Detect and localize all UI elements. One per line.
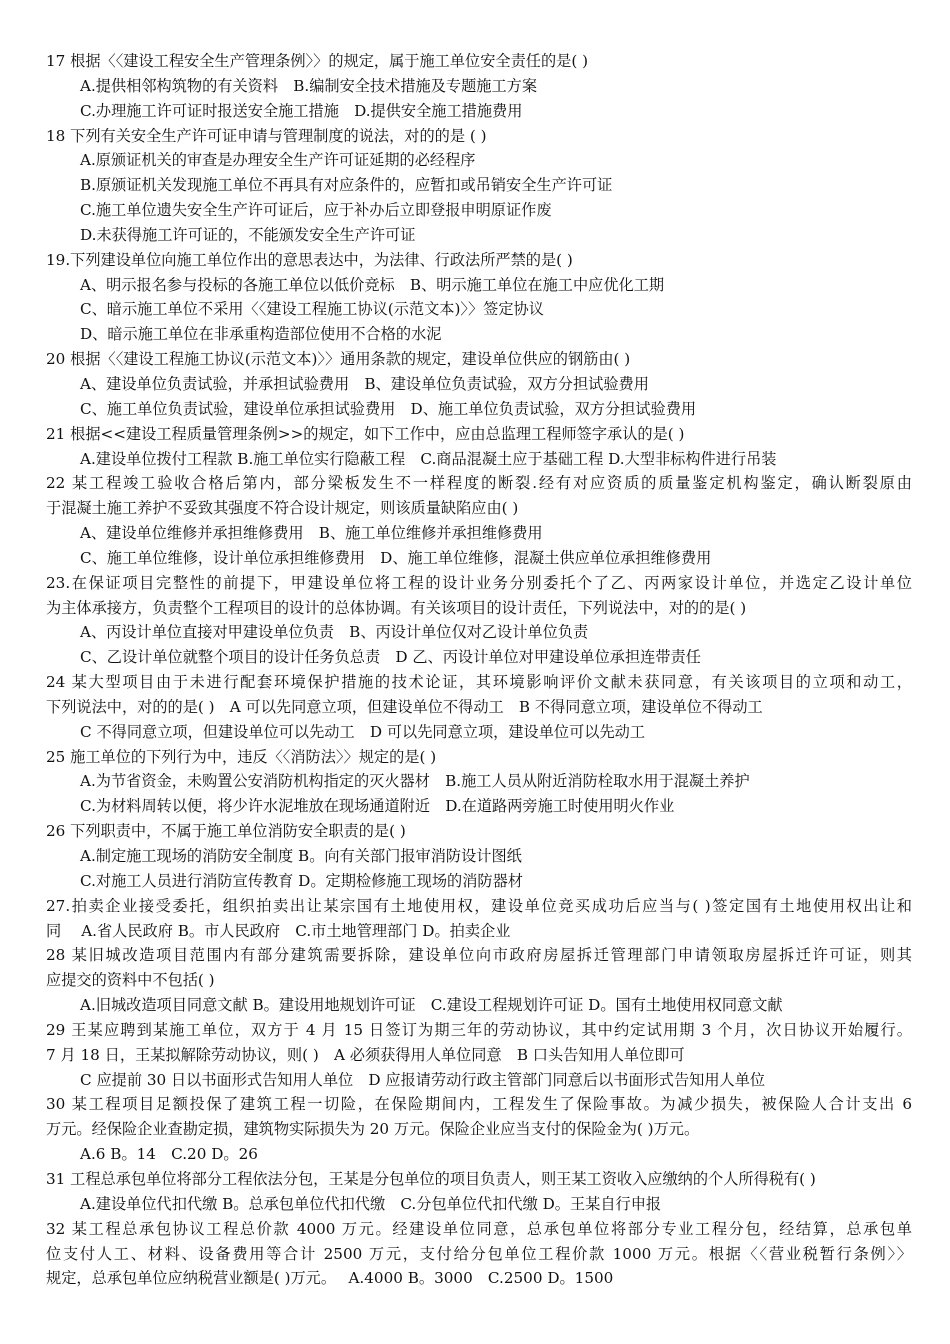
question-text-line: 21 根据<<建设工程质量管理条例>>的规定，如下工作中，应由总监理工程师签字承认的是( ) — [46, 424, 685, 443]
answer-option-line: A.原颁证机关的审查是办理安全生产许可证延期的必经程序 — [80, 151, 476, 170]
answer-option-line: C.办理施工许可证时报送安全施工措施 D.提供安全施工措施费用 — [80, 101, 523, 120]
question-text-line: 24 某大型项目由于未进行配套环境保护措施的技术论证，其环境影响评价文献未获同意，有关该项目的立项和动工， — [46, 673, 912, 692]
answer-option-line: A、建设单位维修并承担维修费用 B、施工单位维修并承担维修费用 — [80, 524, 543, 543]
answer-option-line: A.提供相邻构筑物的有关资料 B.编制安全技术措施及专题施工方案 — [80, 76, 538, 95]
question-text-line: 为主体承接方，负责整个工程项目的设计的总体协调。有关该项目的设计责任，下列说法中，对的的是( ) — [46, 598, 747, 617]
question-text-line: 7 月 18 日，王某拟解除劳动协议，则( ) A 必须获得用人单位同意 B 口头告知用人单位即可 — [46, 1045, 685, 1064]
question-text-line: 29 王某应聘到某施工单位，双方于 4 月 15 日签订为期三年的劳动协议，其中约定试用期 3 个月，次日协议开始履行。 — [46, 1020, 912, 1039]
answer-option-line: C 应提前 30 日以书面形式告知用人单位 D 应报请劳动行政主管部门同意后以书面形式告知用人单位 — [80, 1070, 766, 1089]
question-text-line: 23.在保证项目完整性的前提下，甲建设单位将工程的设计业务分别委托个了乙、丙两家设计单位，并选定乙设计单位 — [46, 573, 912, 592]
question-text-line: 万元。经保险企业查勘定损，建筑物实际损失为 20 万元。保险企业应当支付的保险金为( )万元。 — [46, 1120, 700, 1139]
answer-option-line: A、丙设计单位直接对甲建设单位负责 B、丙设计单位仅对乙设计单位负责 — [80, 623, 589, 642]
question-text-line: 同 A.省人民政府 B。市人民政府 C.市土地管理部门 D。拍卖企业 — [46, 921, 511, 940]
answer-option-line: A.制定施工现场的消防安全制度 B。向有关部门报审消防设计图纸 — [80, 847, 522, 865]
question-text-line: 17 根据〈〈建设工程安全生产管理条例〉〉的规定，属于施工单位安全责任的是( ) — [46, 52, 589, 70]
answer-option-line: C.施工单位遗失安全生产许可证后，应于补办后立即登报申明原证作废 — [80, 201, 552, 220]
answer-option-line: C、乙设计单位就整个项目的设计任务负总责 D 乙、丙设计单位对甲建设单位承担连带责任 — [80, 648, 701, 667]
question-text-line: 25 施工单位的下列行为中，违反〈〈消防法〉〉规定的是( ) — [46, 747, 437, 766]
question-text-line: 30 某工程项目足额投保了建筑工程一切险，在保险期间内，工程发生了保险事故。为减少损失，被保险人合计支出 6 — [46, 1095, 912, 1114]
answer-option-line: C 不得同意立项，但建设单位可以先动工 D 可以先同意立项，建设单位可以先动工 — [80, 722, 646, 741]
document-page — [46, 49, 912, 1291]
question-text-line: 下列说法中，对的的是( ) A 可以先同意立项，但建设单位不得动工 B 不得同意立项，建设单位不得动工 — [46, 697, 763, 716]
answer-option-line: C.为材料周转以便，将少许水泥堆放在现场通道附近 D.在道路两旁施工时使用明火作业 — [80, 797, 675, 816]
question-text-line: 19.下列建设单位向施工单位作出的意思表达中，为法律、行政法所严禁的是( ) — [46, 250, 573, 269]
question-text-line: 规定，总承包单位应纳税营业额是( )万元。 A.4000 B。3000 C.2500 D。1500 — [46, 1269, 614, 1288]
answer-option-line: A.建设单位代扣代缴 B。总承包单位代扣代缴 C.分包单位代扣代缴 D。王某自行申报 — [80, 1194, 662, 1213]
answer-option-line: D.未获得施工许可证的，不能颁发安全生产许可证 — [80, 225, 416, 244]
question-text-line: 应提交的资料中不包括( ) — [46, 971, 215, 990]
answer-option-line: C、施工单位维修，设计单位承担维修费用 D、施工单位维修，混凝土供应单位承担维修费用 — [80, 548, 712, 567]
answer-option-line: C.对施工人员进行消防宣传教育 D。定期检修施工现场的消防器材 — [80, 871, 523, 890]
question-text-line: 28 某旧城改造项目范围内有部分建筑需要拆除，建设单位向市政府房屋拆迁管理部门申请领取房屋拆迁许可证，则其 — [46, 946, 912, 965]
question-text-line: 18 下列有关安全生产许可证申请与管理制度的说法，对的的是 ( ) — [46, 126, 487, 145]
answer-option-line: C、施工单位负责试验，建设单位承担试验费用 D、施工单位负责试验，双方分担试验费用 — [80, 399, 697, 418]
question-text-line: 27.拍卖企业接受委托，组织拍卖出让某宗国有土地使用权，建设单位竞买成功后应当与( )签定国有土地使用权出让和 — [46, 896, 912, 915]
answer-option-line: B.原颁证机关发现施工单位不再具有对应条件的，应暂扣或吊销安全生产许可证 — [80, 176, 613, 195]
answer-option-line: A.为节省资金，未购置公安消防机构指定的灭火器材 B.施工人员从附近消防栓取水用于混凝土养护 — [80, 772, 750, 791]
answer-option-line: A、明示报名参与投标的各施工单位以低价竞标 B、明示施工单位在施工中应优化工期 — [80, 275, 665, 294]
answer-option-line: A、建设单位负责试验，并承担试验费用 B、建设单位负责试验，双方分担试验费用 — [80, 374, 649, 393]
question-text-line: 于混凝土施工养护不妥致其强度不符合设计规定，则该质量缺陷应由( ) — [46, 499, 519, 518]
answer-option-line: C、暗示施工单位不采用〈〈建设工程施工协议(示范文本)〉〉签定协议 — [80, 300, 544, 319]
question-text-line: 22 某工程竣工验收合格后第内，部分梁板发生不一样程度的断裂.经有对应资质的质量鉴定机构鉴定，确认断裂原由 — [46, 474, 912, 493]
answer-option-line: D、暗示施工单位在非承重构造部位使用不合格的水泥 — [80, 325, 442, 344]
answer-option-line: A.6 B。14 C.20 D。26 — [80, 1145, 258, 1164]
answer-option-line: A.建设单位拨付工程款 B.施工单位实行隐蔽工程 C.商品混凝土应于基础工程 D.大型非标构件进行吊装 — [80, 449, 777, 468]
question-text-line: 32 某工程总承包协议工程总价款 4000 万元。经建设单位同意，总承包单位将部分专业工程分包，经结算，总承包单 — [46, 1219, 912, 1238]
question-text-line: 位支付人工、材料、设备费用等合计 2500 万元，支付给分包单位工程价款 1000 万元。根据〈〈营业税暂行条例〉〉 — [46, 1244, 912, 1263]
question-text-line: 20 根据〈〈建设工程施工协议(示范文本)〉〉通用条款的规定，建设单位供应的钢筋由( ) — [46, 350, 631, 369]
answer-option-line: A.旧城改造项目同意文献 B。建设用地规划许可证 C.建设工程规划许可证 D。国有土地使用权同意文献 — [80, 996, 783, 1015]
question-text-line: 31 工程总承包单位将部分工程依法分包，王某是分包单位的项目负责人，则王某工资收入应缴纳的个人所得税有( ) — [46, 1169, 816, 1188]
question-text-line: 26 下列职责中，不属于施工单位消防安全职责的是( ) — [46, 822, 406, 841]
